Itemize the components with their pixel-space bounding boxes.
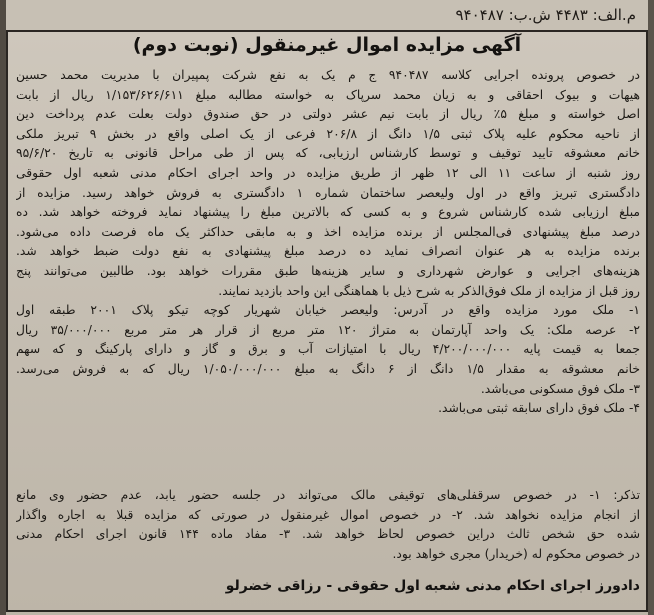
- note-line: از انجام مزایده نخواهد شد. ۲- در خصوص اموال غیرمنقول در صورتی که مزایده قبلا به اجاره واگذار: [16, 507, 640, 522]
- note-line: تذکر: ۱- در خصوص سرقفلی‌های توقیفی مالک می‌تواند در جلسه حضور یابد، عدم حضور وی مانع: [16, 488, 640, 502]
- property-item-2: ۲- عرصه ملک: یک واحد آپارتمان به متراژ ۱۲۰ متر مربع از قرار هر متر مربع ۳۵/۰۰۰/۰۰۰ ریال: [16, 322, 640, 337]
- body-line: اصل خواسته و مبلغ ۵٪ ریال از بابت نیم عشر دولتی در حق صندوق دولت بعلت عدم پرداخت دین: [16, 107, 640, 122]
- body-line: از ناحیه محکوم علیه پلاک ثبتی ۱/۵ دانگ از ۲۰۶/۸ فرعی از یک اصلی واقع در بخش ۹ تبریز ملکی: [16, 126, 640, 141]
- body-line: خانم معشوقه تایید توقیف و توسط کارشناس ارزیابی، که پس از طی مراحل قانونی به تاریخ ۹۵/۶/۲۰: [16, 146, 640, 161]
- note-line: در خصوص محکوم له (خریدار) مجری خواهد بود.: [392, 546, 640, 561]
- body-line: خانم معشوقه به مقدار ۱/۵ دانگ از ۶ دانگ به مبلغ ۱/۰۵۰/۰۰۰/۰۰۰ ریال که به فروش می‌رسد.: [16, 361, 640, 376]
- body-line: برنده مزایده به هر عنوان انصراف نماید ده درصد مبلغ پیشنهادی به نفع دولت ضبط خواهد شد.: [16, 244, 640, 259]
- body-line: روز شنبه از ساعت ۱۱ الی ۱۲ ظهر از طریق مزایده در واحد اجرای احکام مدنی شعبه اول حقوقی: [16, 165, 640, 180]
- notice-title: آگهی مزایده اموال غیرمنقول (نوبت دوم): [132, 34, 522, 56]
- notice-reminder: [16, 486, 640, 564]
- property-item-1: ۱- ملک مورد مزایده واقع در آدرس: ولیعصر خیابان شهریار کوچه تیکو پلاک ۲۰۰۱ طبقه اول: [16, 303, 640, 318]
- note-line: شده حق شخص ثالث دراین خصوص لحاظ خواهد شد. ۳- مفاد ماده ۱۴۴ قانون اجرای احکام مدنی: [16, 527, 640, 542]
- body-line: درصد مبلغ پیشنهادی فی‌المجلس از برنده مزایده اخذ و به مابقی حداکثر یک ماه فرصت داده می‌شود.: [16, 224, 640, 239]
- body-line: مبلغ ارزیابی شده کارشناس شروع و به کسی که بالاترین مبلغ را پیشنهاد نماید فروخته خواهد شد. ده: [16, 205, 640, 220]
- page-edge-left: [0, 0, 6, 615]
- publication-number: م.الف: ۴۴۸۳ ش.ب: ۹۴۰۴۸۷: [455, 6, 636, 24]
- body-line: هزینه‌های اجرایی و عوارض شهرداری و سایر هزینه‌ها طبق مقررات خواهد بود. طالبین می‌توانند پنج: [16, 263, 640, 278]
- signature: دادورز اجرای احکام مدنی شعبه اول حقوقی - رزاقی خضرلو: [225, 578, 640, 594]
- property-item-3: ۳- ملک فوق مسکونی می‌باشد.: [480, 381, 640, 396]
- body-line: در خصوص پرونده اجرایی کلاسه ۹۴۰۴۸۷ ج م یک به نفع شرکت پمپیران با مدیریت محمد حسین: [16, 68, 640, 82]
- property-item-4: ۴- ملک فوق دارای سابقه ثبتی می‌باشد.: [438, 401, 640, 416]
- body-line: دادگستری تبریز واقع در اول ولیعصر ساختمان شماره ۱ دادگستری به فروش خواهد رسید. مزایده از: [16, 185, 640, 200]
- page-edge-right: [648, 0, 654, 615]
- notice-body: [16, 66, 640, 419]
- body-line: روز قبل از مزایده از ملک فوق‌الذکر به شرح ذیل با هماهنگی این واحد بازدید نمایند.: [218, 283, 640, 298]
- body-line: جمعا به قیمت پایه ۴/۲۰۰/۰۰۰/۰۰۰ ریال با امتیازات آب و برق و گاز و دارای پارکینگ و که سهم: [16, 342, 640, 357]
- body-line: هیهات و بیوک احقاقی و به زیان محمد سرپاک به خواسته مطالبه مبلغ ۱/۱۵۳/۶۲۶/۶۱۱ ریال از بابت: [16, 87, 640, 102]
